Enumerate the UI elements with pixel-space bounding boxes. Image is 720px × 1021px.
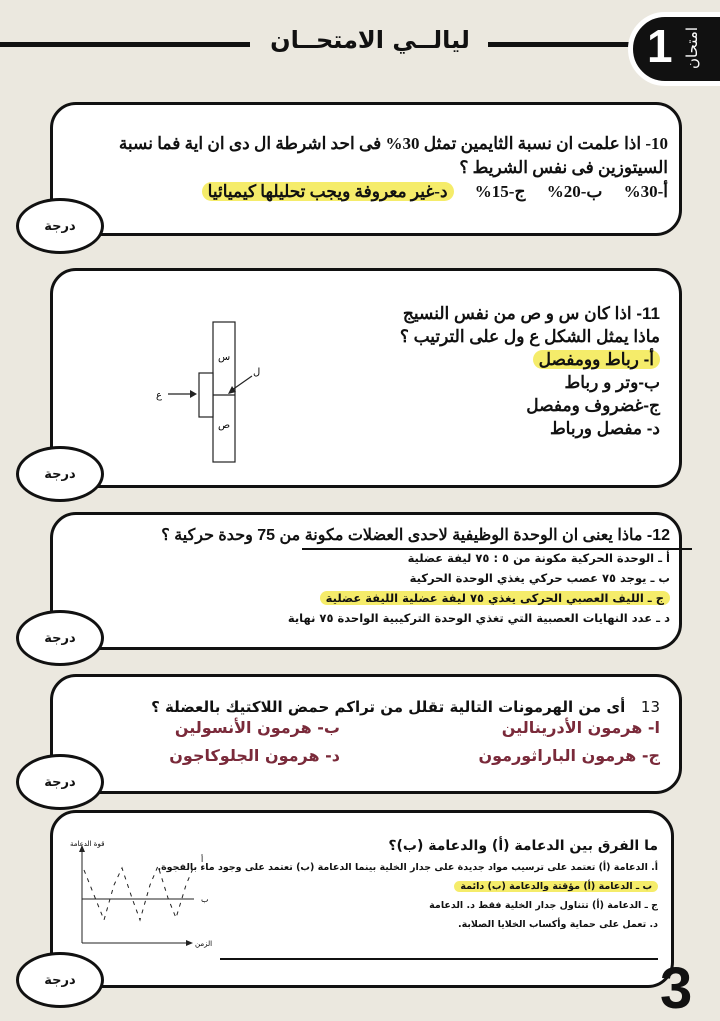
question-12 xyxy=(70,524,670,628)
option-a-highlighted[interactable]: أ- رباط وومفصل xyxy=(533,350,660,369)
option-c[interactable]: ج- هرمون الباراثورمون xyxy=(478,746,660,765)
support-graph xyxy=(58,840,218,956)
grade-circle-12[interactable]: درجة xyxy=(16,610,104,666)
x-axis-label: الزمن xyxy=(195,940,213,948)
question-12-title: 12- ماذا يعنى ان الوحدة الوظيفية لاحدى العضلات مكونة من 75 وحدة حركية ؟ xyxy=(161,527,670,544)
option-b[interactable]: ب-20% xyxy=(546,182,603,201)
question-14 xyxy=(157,834,658,934)
question-13-number: 13 xyxy=(640,698,660,716)
option-d[interactable]: د- هرمون الجلوكاجون xyxy=(169,746,340,765)
curve-b-label: ب xyxy=(201,895,209,904)
question-13 xyxy=(140,694,660,720)
question-11 xyxy=(330,302,660,440)
grade-circle-13[interactable]: درجة xyxy=(16,754,104,810)
page-number: 3 xyxy=(660,956,693,1021)
grade-circle-10[interactable]: درجة xyxy=(16,198,104,254)
option-a[interactable]: أ-30% xyxy=(623,182,668,201)
exam-word: امتحان xyxy=(683,27,701,69)
option-d-highlighted[interactable]: د-غير معروفة ويجب تحليلها كيميائيا xyxy=(202,182,454,201)
question-10-options xyxy=(70,180,668,204)
label-ain: ع xyxy=(156,390,162,401)
curve-a xyxy=(84,866,194,920)
header-rule-left xyxy=(0,42,250,47)
option-b-highlighted[interactable]: ب ـ الدعامة (أ) مؤقتة والدعامة (ب) دائمة xyxy=(454,881,658,892)
option-c[interactable]: ج ـ الدعامة (أ) تتناول جدار الخلية فقط د. الدعامة xyxy=(429,900,658,911)
question-10-line1: 10- اذا علمت ان نسبة الثايمين تمثل 30% فى احد اشرطة ال دى ان اية فما نسبة xyxy=(118,134,668,153)
header-rule-right xyxy=(488,42,630,47)
exam-badge xyxy=(628,12,720,86)
curve-a-label: أ xyxy=(201,855,204,864)
option-d[interactable]: د- مفصل ورباط xyxy=(549,419,660,438)
page-title: ليالــي الامتحــان xyxy=(270,26,470,54)
option-a[interactable]: ا- هرمون الأدرينالين xyxy=(501,718,660,737)
option-b[interactable]: ب- هرمون الأنسولين xyxy=(174,718,340,737)
joint-figure xyxy=(140,310,280,475)
option-c[interactable]: ج-غضروف ومفصل xyxy=(526,396,660,415)
option-b[interactable]: ب ـ يوجد ٧٥ عصب حركي يغذي الوحدة الحركية xyxy=(409,571,670,585)
option-d[interactable]: د ـ عدد النهايات العصبية التي تغذي الوحدة التركيبية الواحدة ٧٥ نهاية xyxy=(287,611,670,625)
option-d[interactable]: د. تعمل على حماية وأكساب الخلايا الصلابة. xyxy=(457,919,658,930)
grade-circle-14[interactable]: درجة xyxy=(16,952,104,1008)
option-c[interactable]: ج-15% xyxy=(474,182,526,201)
label-s: س xyxy=(218,352,231,363)
label-lam: ل xyxy=(253,367,261,378)
bone-overlay xyxy=(199,373,213,417)
option-c-highlighted[interactable]: ج ـ الليف العصبي الحركى يغذي ٧٥ ليفة عضلية الليفة عضلية xyxy=(320,591,670,605)
label-sad: ص xyxy=(218,420,231,431)
option-a[interactable]: أ. الدعامة (أ) تعتمد على ترسيب مواد جديدة على جدار الخلية بينما الدعامة (ب) تعتمد على وجود ماء بالفجوة. xyxy=(157,862,658,873)
question-11-line2: ماذا يمثل الشكل ع ول على الترتيب ؟ xyxy=(399,327,660,346)
answer-line xyxy=(220,958,658,960)
question-11-line1: 11- اذا كان س و ص من نفس النسيج xyxy=(402,304,660,323)
grade-circle-11[interactable]: درجة xyxy=(16,446,104,502)
option-a[interactable]: أ ـ الوحدة الحركية مكونة من ٥ : ٧٥ ليفة عضلية xyxy=(407,551,670,565)
y-axis-label: قوة الدعامة xyxy=(70,840,105,848)
option-b[interactable]: ب-وتر و رباط xyxy=(564,373,660,392)
question-10-line2: السيتوزين فى نفس الشريط ؟ xyxy=(459,158,668,177)
exam-number: 1 xyxy=(647,20,673,72)
title-underline xyxy=(302,548,692,550)
question-14-title: ما الفرق بين الدعامة (أ) والدعامة (ب)؟ xyxy=(388,838,658,854)
question-10 xyxy=(70,132,668,204)
question-13-title: 13 أى من الهرمونات التالية تقلل من تراكم حمض اللاكتيك بالعضلة ؟ xyxy=(151,698,660,716)
